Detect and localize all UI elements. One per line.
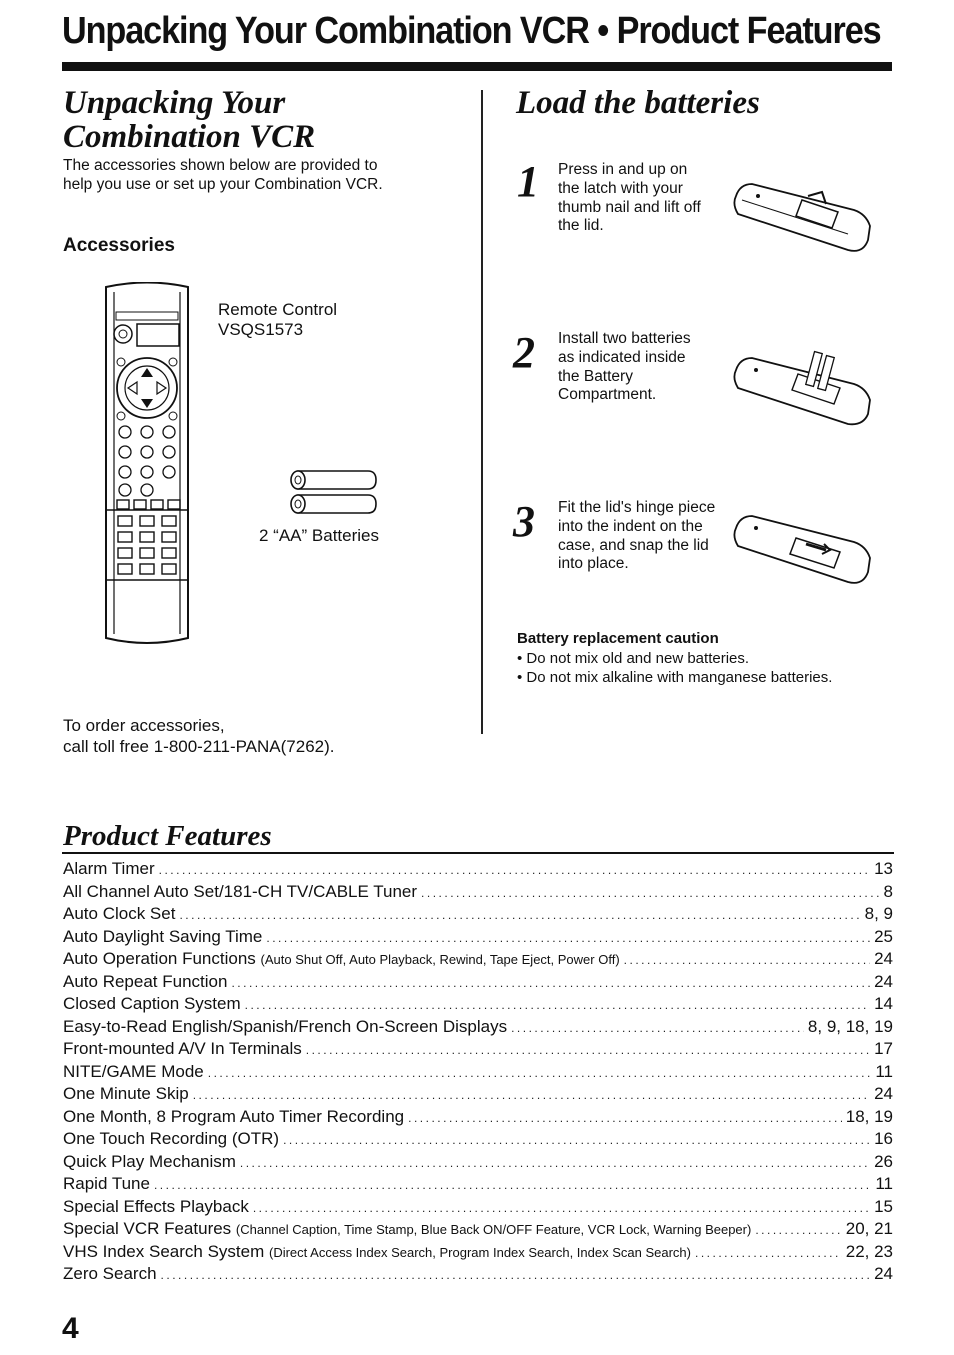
- unpacking-heading-line1: Unpacking Your: [63, 85, 286, 121]
- step-3-number: 3: [513, 497, 535, 546]
- feature-page-ref: 22, 23: [845, 1241, 893, 1261]
- feature-page-ref: 14: [874, 994, 893, 1013]
- feature-name: [63, 1152, 236, 1172]
- leader-dots: [193, 1088, 870, 1102]
- feature-name: [63, 1129, 279, 1149]
- unpacking-intro: [63, 157, 383, 194]
- feature-name: [63, 1107, 404, 1127]
- feature-page-ref: 24: [874, 1084, 893, 1103]
- product-features-rule: [62, 852, 894, 854]
- feature-page-ref: 18, 19: [845, 1106, 893, 1126]
- accessories-heading: Accessories: [63, 235, 175, 256]
- product-features-heading: Product Features: [63, 820, 272, 852]
- leader-dots: [159, 863, 870, 877]
- feature-page-ref: 17: [874, 1039, 893, 1058]
- feature-row: [63, 972, 893, 995]
- feature-row: [63, 927, 893, 950]
- feature-name: [63, 1174, 150, 1194]
- leader-dots: [245, 998, 870, 1012]
- feature-row: [63, 1219, 893, 1242]
- leader-dots: [231, 976, 870, 990]
- feature-row: [63, 1242, 893, 1265]
- leader-dots: [695, 1246, 842, 1260]
- feature-title: Rapid Tune: [63, 1174, 150, 1193]
- caution-item-1: • Do not mix old and new batteries.: [517, 650, 750, 667]
- leader-dots: [161, 1268, 871, 1282]
- remote-control-illustration: [92, 282, 202, 650]
- leader-dots: [208, 1066, 872, 1080]
- caution-heading: Battery replacement caution: [517, 630, 719, 647]
- leader-dots: [240, 1156, 870, 1170]
- step-2-number: 2: [513, 328, 535, 377]
- feature-page-ref: 20, 21: [845, 1219, 893, 1238]
- feature-title: One Minute Skip: [63, 1084, 189, 1103]
- feature-name: [63, 972, 227, 992]
- feature-name: [63, 1219, 751, 1239]
- feature-name: [63, 927, 262, 947]
- feature-name: [63, 859, 155, 879]
- feature-name: [63, 1264, 157, 1284]
- feature-name: [63, 1242, 691, 1262]
- feature-title: Alarm Timer: [63, 859, 155, 878]
- leader-dots: [624, 953, 870, 967]
- caution-list: [517, 649, 832, 687]
- feature-name: [63, 882, 417, 902]
- feature-title: Closed Caption System: [63, 994, 241, 1013]
- feature-row: [63, 1129, 893, 1152]
- leader-dots: [306, 1043, 870, 1057]
- load-batteries-heading: Load the batteries: [516, 85, 760, 121]
- feature-row: [63, 1264, 893, 1287]
- leader-dots: [179, 908, 860, 922]
- remote-model-number: VSQS1573: [218, 320, 304, 339]
- feature-page-ref: 16: [874, 1129, 893, 1148]
- feature-page-ref: 8: [883, 881, 893, 901]
- feature-title: Auto Daylight Saving Time: [63, 926, 263, 946]
- batteries-label: 2 “AA” Batteries: [259, 526, 379, 545]
- order-phone: call toll free 1-800-211-PANA(7262).: [63, 737, 335, 756]
- intro-line-2: help you use or set up your Combination VCR.: [63, 175, 383, 193]
- leader-dots: [253, 1201, 870, 1215]
- unpacking-heading: [63, 86, 315, 154]
- intro-line-1: The accessories shown below are provided to: [63, 157, 378, 174]
- step-1-text: Press in and up on the latch with your thumb nail and lift off the lid.: [558, 161, 701, 235]
- step-3-text: Fit the lid's hinge piece into the indent on the case, and snap the lid into place.: [558, 499, 716, 573]
- feature-page-ref: 13: [874, 859, 893, 878]
- aa-batteries-illustration: [288, 468, 380, 518]
- feature-row: [63, 1107, 893, 1130]
- feature-index-list: [63, 859, 893, 1287]
- feature-title: Zero Search: [63, 1264, 157, 1283]
- feature-name: [63, 994, 241, 1014]
- unpacking-heading-line2: Combination VCR: [63, 119, 316, 155]
- remote-lid-close-illustration: [728, 508, 876, 592]
- feature-row: [63, 1039, 893, 1062]
- feature-row: [63, 882, 893, 905]
- feature-title: Auto Operation Functions: [63, 949, 256, 968]
- remote-install-batteries-illustration: [728, 344, 876, 428]
- feature-name: [63, 904, 175, 924]
- feature-note: (Auto Shut Off, Auto Playback, Rewind, Tape Eject, Power Off): [260, 952, 620, 967]
- feature-title: Quick Play Mechanism: [63, 1151, 236, 1171]
- remote-label-name: Remote Control: [218, 300, 338, 319]
- feature-title: One Touch Recording (OTR): [63, 1129, 280, 1148]
- feature-page-ref: 24: [874, 949, 893, 968]
- feature-row: [63, 994, 893, 1017]
- leader-dots: [283, 1133, 870, 1147]
- feature-page-ref: 24: [874, 1264, 893, 1283]
- feature-row: [63, 1197, 893, 1220]
- feature-note: (Direct Access Index Search, Program Index Search, Index Scan Search): [269, 1244, 691, 1260]
- feature-title: NITE/GAME Mode: [63, 1061, 204, 1081]
- feature-title: Special Effects Playback: [63, 1196, 249, 1216]
- order-info: [63, 715, 335, 757]
- feature-title: One Month, 8 Program Auto Timer Recording: [63, 1106, 405, 1126]
- feature-row: [63, 859, 893, 882]
- feature-page-ref: 8, 9, 18, 19: [807, 1016, 893, 1036]
- feature-page-ref: 24: [874, 971, 893, 991]
- remote-label: [218, 300, 337, 340]
- leader-dots: [511, 1021, 804, 1035]
- leader-dots: [154, 1178, 871, 1192]
- feature-name: [63, 1039, 302, 1059]
- feature-row: [63, 904, 893, 927]
- feature-page-ref: 25: [874, 926, 893, 946]
- feature-page-ref: 15: [874, 1196, 893, 1216]
- feature-title: All Channel Auto Set/181-CH TV/CABLE Tuner: [63, 881, 418, 901]
- feature-row: [63, 1152, 893, 1175]
- feature-name: [63, 1084, 189, 1104]
- feature-row: [63, 1017, 893, 1040]
- title-rule: [62, 62, 892, 71]
- column-divider: [481, 90, 483, 734]
- feature-page-ref: 11: [875, 1174, 893, 1193]
- feature-name: [63, 1017, 507, 1037]
- step-2-text: Install two batteries as indicated inside the Battery Compartment.: [558, 330, 691, 404]
- feature-name: [63, 1062, 204, 1082]
- feature-title: Front-mounted A/V In Terminals: [63, 1039, 302, 1058]
- feature-title: Special VCR Features: [63, 1219, 232, 1238]
- feature-page-ref: 26: [874, 1151, 893, 1171]
- page-title: Unpacking Your Combination VCR • Product Features: [62, 10, 881, 52]
- feature-name: [63, 1197, 249, 1217]
- leader-dots: [755, 1223, 841, 1237]
- feature-title: Auto Repeat Function: [63, 971, 228, 991]
- feature-row: [63, 1084, 893, 1107]
- leader-dots: [421, 886, 879, 900]
- caution-item-2: • Do not mix alkaline with manganese batteries.: [517, 669, 833, 686]
- feature-title: VHS Index Search System: [63, 1241, 265, 1261]
- remote-lid-open-illustration: [728, 174, 876, 258]
- step-1-number: 1: [517, 157, 539, 206]
- feature-title: Auto Clock Set: [63, 904, 176, 923]
- leader-dots: [408, 1111, 842, 1125]
- page-number: 4: [62, 1312, 79, 1345]
- feature-row: [63, 1174, 893, 1197]
- feature-name: [63, 949, 620, 969]
- feature-page-ref: 8, 9: [864, 904, 893, 923]
- leader-dots: [266, 931, 870, 945]
- feature-note: (Channel Caption, Time Stamp, Blue Back ON/OFF Feature, VCR Lock, Warning Beeper): [235, 1222, 752, 1237]
- order-line-1: To order accessories,: [63, 716, 225, 735]
- feature-title: Easy-to-Read English/Spanish/French On-Screen Displays: [63, 1016, 508, 1036]
- feature-page-ref: 11: [875, 1061, 893, 1081]
- feature-row: [63, 1062, 893, 1085]
- feature-row: [63, 949, 893, 972]
